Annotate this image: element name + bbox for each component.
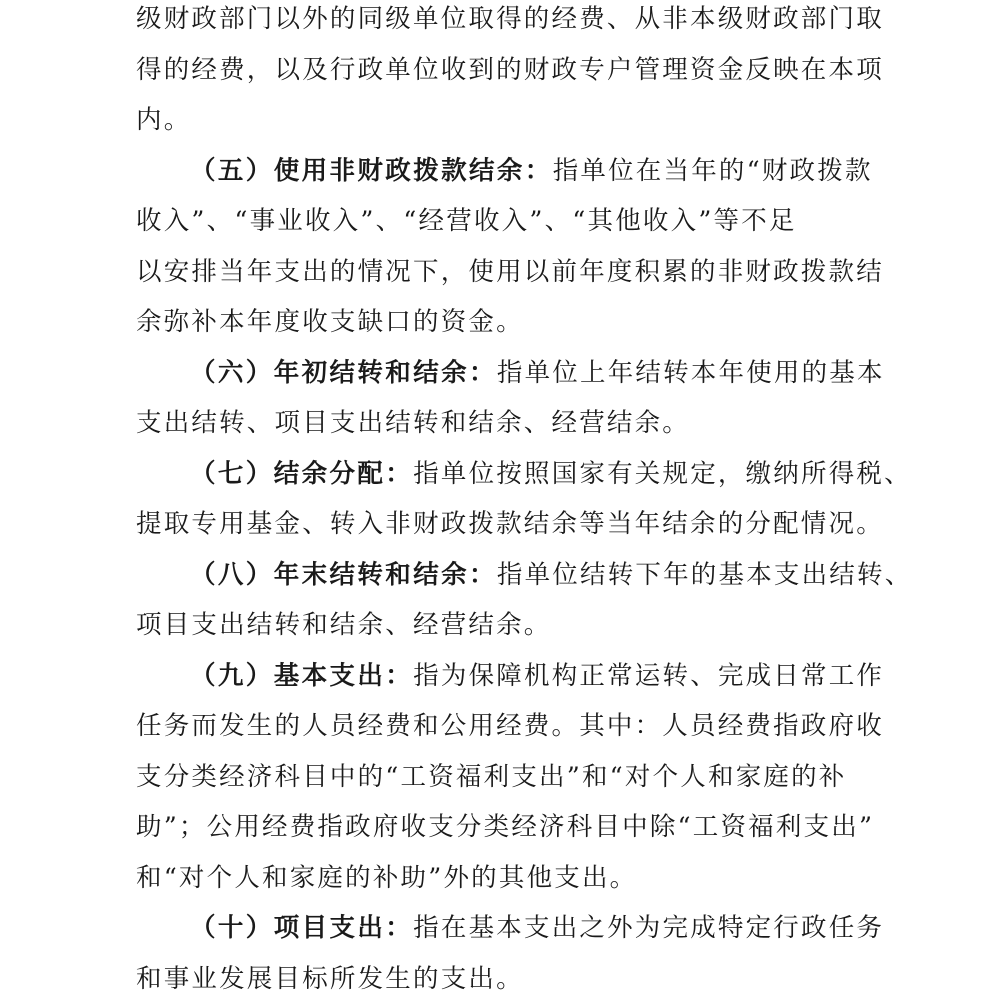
section-liu: [136, 348, 896, 449]
section-text: 指单位结转下年的基本支出结转、: [497, 560, 913, 590]
section-first-line: [136, 449, 896, 500]
section-text: 指单位上年结转本年使用的基本: [497, 358, 885, 388]
intro-paragraph: [136, 0, 896, 146]
text-line: 内。: [136, 95, 896, 146]
text-line: 得的经费，以及行政单位收到的财政专户管理资金反映在本项: [136, 45, 896, 96]
text-line: 项目支出结转和结余、经营结余。: [136, 600, 896, 651]
text-line: 余弥补本年度收支缺口的资金。: [136, 297, 896, 348]
text-line: 支分类经济科目中的“工资福利支出”和“对个人和家庭的补: [136, 752, 896, 803]
text-line: 任务而发生的人员经费和公用经费。其中：人员经费指政府收: [136, 701, 896, 752]
section-first-line: [136, 903, 896, 954]
section-shi: [136, 903, 896, 1004]
section-term: （八）年末结转和结余：: [190, 560, 497, 590]
section-jiu: [136, 651, 896, 904]
section-ba: [136, 550, 896, 651]
section-text: 指为保障机构正常运转、完成日常工作: [413, 661, 884, 691]
section-term: （五）使用非财政拨款结余：: [190, 156, 553, 186]
section-first-line: [136, 348, 896, 399]
text-line: 收入”、“事业收入”、“经营收入”、“其他收入”等不足: [136, 196, 896, 247]
section-first-line: [136, 550, 896, 601]
text-line: 助”；公用经费指政府收支分类经济科目中除“工资福利支出”: [136, 802, 896, 853]
text-line: 和事业发展目标所发生的支出。: [136, 954, 896, 1004]
section-term: （六）年初结转和结余：: [190, 358, 497, 388]
section-text: 指单位在当年的“财政拨款: [553, 156, 873, 186]
text-line: 和“对个人和家庭的补助”外的其他支出。: [136, 853, 896, 904]
section-term: （九）基本支出：: [190, 661, 413, 691]
document-page: [136, 0, 896, 1004]
text-line: 支出结转、项目支出结转和结余、经营结余。: [136, 398, 896, 449]
section-first-line: [136, 651, 896, 702]
section-qi: [136, 449, 896, 550]
section-term: （七）结余分配：: [190, 459, 413, 489]
section-first-line: [136, 146, 896, 197]
text-line: 以安排当年支出的情况下，使用以前年度积累的非财政拨款结: [136, 247, 896, 298]
section-wu: [136, 146, 896, 348]
text-line: 提取专用基金、转入非财政拨款结余等当年结余的分配情况。: [136, 499, 896, 550]
section-text: 指在基本支出之外为完成特定行政任务: [413, 913, 884, 943]
text-line: 级财政部门以外的同级单位取得的经费、从非本级财政部门取: [136, 0, 896, 45]
section-text: 指单位按照国家有关规定，缴纳所得税、: [413, 459, 912, 489]
section-term: （十）项目支出：: [190, 913, 413, 943]
